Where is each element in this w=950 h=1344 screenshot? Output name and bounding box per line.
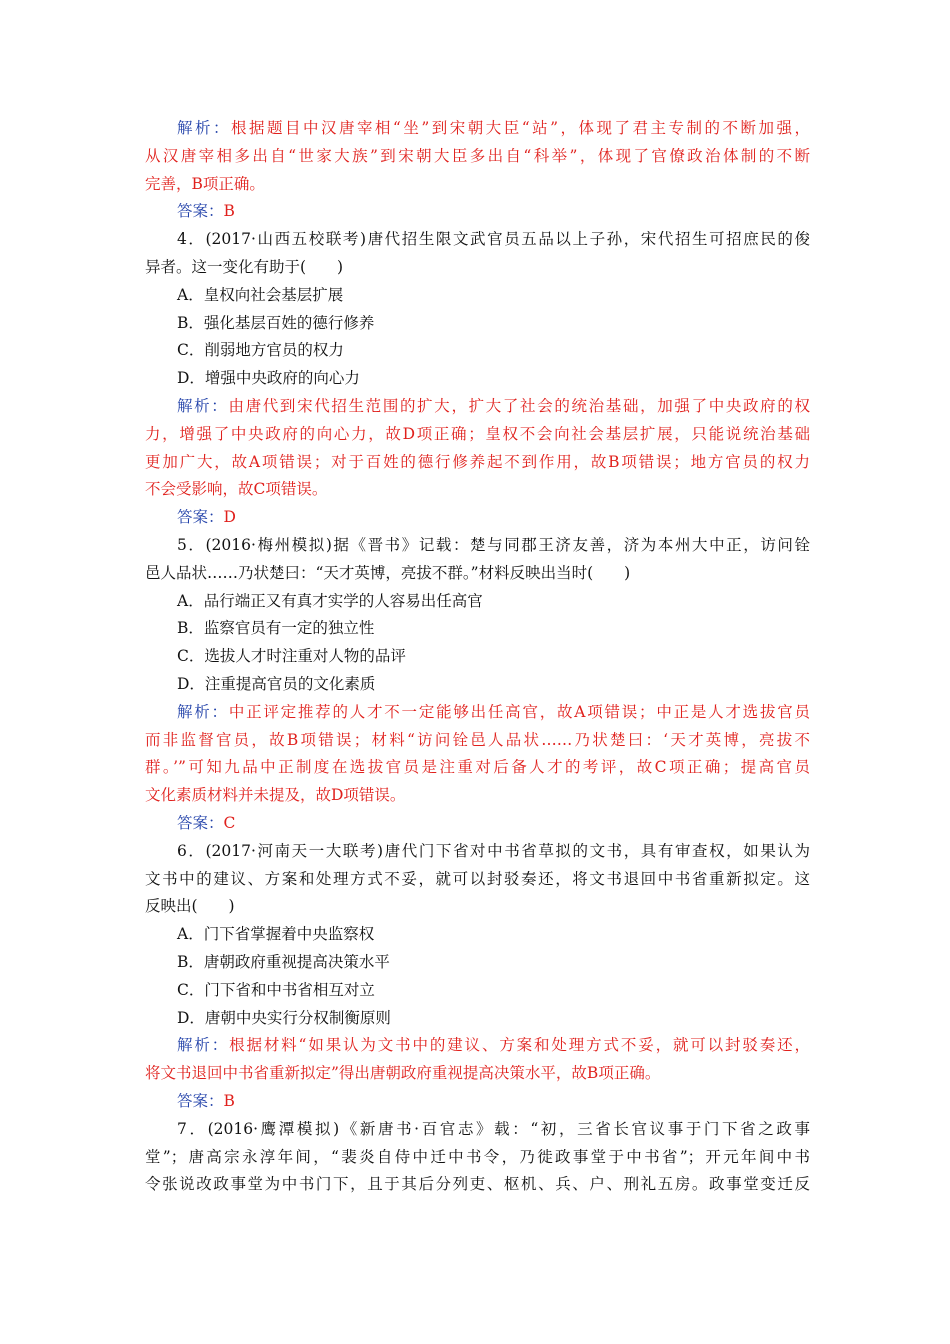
answer-line (177, 813, 235, 833)
analysis-text: 群。’”可知九品中正制度在选拔官员是注重对后备人才的考评，故C项正确；提高官员 (145, 758, 810, 777)
option-b (177, 952, 390, 972)
analysis-text: 将文书退回中书省重新拟定”得出唐朝政府重视提高决策水平，故B项正确。 (145, 1064, 661, 1083)
option-text: D．唐朝中央实行分权制衡原则 (177, 1008, 391, 1027)
question-stem-line (145, 563, 630, 583)
option-text: C．削弱地方官员的权力 (177, 341, 344, 360)
question-text: 文书中的建议、方案和处理方式不妥，就可以封驳奏还，将文书退回中书省重新拟定。这 (145, 869, 810, 888)
analysis-text: 完善，B项正确。 (145, 174, 265, 193)
option-a (177, 924, 374, 944)
option-text: C．门下省和中书省相互对立 (177, 980, 375, 999)
option-text: C．选拔人才时注重对人物的品评 (177, 647, 406, 666)
question-text: 令张说改政事堂为中书门下，且于其后分列吏、枢机、兵、户、刑礼五房。政事堂变迁反 (145, 1175, 810, 1194)
answer-value: C (223, 814, 236, 832)
question-text: 7．(2016·鹰潭模拟)《新唐书·百官志》载：“初，三省长官议事于门下省之政事 (177, 1119, 810, 1138)
analysis-line (145, 1063, 660, 1083)
question-stem-line (145, 257, 343, 277)
option-d (177, 674, 375, 694)
answer-label: 答案： (177, 1092, 224, 1110)
option-text: A．皇权向社会基层扩展 (177, 285, 344, 304)
question-text: 异者。这一变化有助于( ) (145, 258, 344, 276)
answer-line (177, 507, 236, 527)
question-text: 堂”；唐高宗永淳年间，“裴炎自侍中迁中书令，乃徙政事堂于中书省”；开元年间中书 (145, 1147, 810, 1166)
question-text: 反映出( ) (145, 897, 235, 916)
analysis-line (145, 424, 810, 444)
option-text: D．增强中央政府的向心力 (177, 369, 360, 388)
analysis-text: 从汉唐宰相多出自“世家大族”到宋朝大臣多出自“科举”，体现了官僚政治体制的不断 (145, 146, 810, 165)
option-text: D．注重提高官员的文化素质 (177, 675, 376, 693)
analysis-text: 由唐代到宋代招生范围的扩大，扩大了社会的统治基础，加强了中央政府的权 (228, 397, 810, 415)
option-a (177, 285, 343, 305)
analysis-text: 而非监督官员，故B项错误；材料“访问铨邑人品状……乃状楚曰：‘天才英博，亮拔不 (145, 730, 810, 749)
analysis-line (145, 452, 810, 472)
analysis-line (177, 1035, 810, 1055)
question-stem-line (145, 1147, 810, 1167)
question-text: 5．(2016·梅州模拟)据《晋书》记载：楚与同郡王济友善，济为本州大中正，访问铨 (177, 536, 810, 554)
analysis-text: 力，增强了中央政府的向心力，故D项正确；皇权不会向社会基层扩展，只能说统治基础 (145, 424, 810, 443)
analysis-line (145, 785, 405, 805)
question-stem-line (145, 869, 810, 889)
analysis-label: 解析： (177, 1036, 230, 1055)
question-stem-line (177, 841, 810, 861)
analysis-line (177, 118, 810, 138)
analysis-text: 中正评定推荐的人才不一定能够出任高官，故A项错误；中正是人才选拔官员 (228, 702, 810, 721)
option-b (177, 618, 374, 638)
question-text: 6．(2017·河南天一大联考)唐代门下省对中书省草拟的文书，具有审查权，如果认为 (177, 841, 810, 860)
answer-value: D (223, 508, 236, 527)
answer-label: 答案： (177, 202, 224, 221)
analysis-line (145, 757, 810, 777)
analysis-line (145, 730, 810, 750)
question-stem-line (177, 229, 810, 249)
option-c (177, 340, 344, 360)
answer-value: B (223, 1092, 235, 1110)
question-stem-line (177, 1119, 810, 1139)
analysis-line (145, 479, 327, 499)
question-stem-line (145, 1174, 810, 1194)
question-stem-line (177, 535, 810, 555)
option-d (177, 1008, 391, 1028)
analysis-text: 根据材料“如果认为文书中的建议、方案和处理方式不妥，就可以封驳奏还， (229, 1036, 810, 1055)
answer-label: 答案： (177, 508, 224, 527)
answer-value: B (223, 202, 235, 221)
analysis-label: 解析： (177, 119, 231, 137)
question-stem-line (145, 896, 235, 916)
option-b (177, 313, 374, 333)
analysis-text: 更加广大，故A项错误；对于百姓的德行修养起不到作用，故B项错误；地方官员的权力 (145, 452, 810, 471)
option-c (177, 646, 406, 666)
option-text: A．门下省掌握着中央监察权 (177, 925, 375, 944)
analysis-line (177, 702, 810, 722)
analysis-text: 根据题目中汉唐宰相“坐”到宋朝大臣“站”，体现了君主专制的不断加强， (230, 119, 810, 137)
answer-line (177, 1091, 235, 1111)
analysis-label: 解析： (177, 397, 229, 415)
option-text: B．监察官员有一定的独立性 (177, 619, 375, 638)
option-a (177, 591, 483, 611)
analysis-line (145, 174, 265, 194)
analysis-text: 文化素质材料并未提及，故D项错误。 (145, 786, 406, 805)
analysis-text: 不会受影响，故C项错误。 (145, 480, 328, 499)
option-text: B．强化基层百姓的德行修养 (177, 313, 375, 332)
analysis-line (177, 396, 810, 416)
option-d (177, 368, 360, 388)
answer-label: 答案： (177, 814, 224, 832)
option-c (177, 980, 375, 1000)
option-text: A．品行端正又有真才实学的人容易出任高官 (177, 591, 483, 610)
answer-line (177, 201, 235, 221)
analysis-line (145, 146, 810, 166)
question-text: 4．(2017·山西五校联考)唐代招生限文武官员五品以上子孙，宋代招生可招庶民的俊 (177, 230, 810, 249)
analysis-label: 解析： (177, 702, 229, 721)
option-text: B．唐朝政府重视提高决策水平 (177, 953, 390, 971)
question-text: 邑人品状……乃状楚曰：“天才英博，亮拔不群。”材料反映出当时( ) (145, 563, 631, 582)
